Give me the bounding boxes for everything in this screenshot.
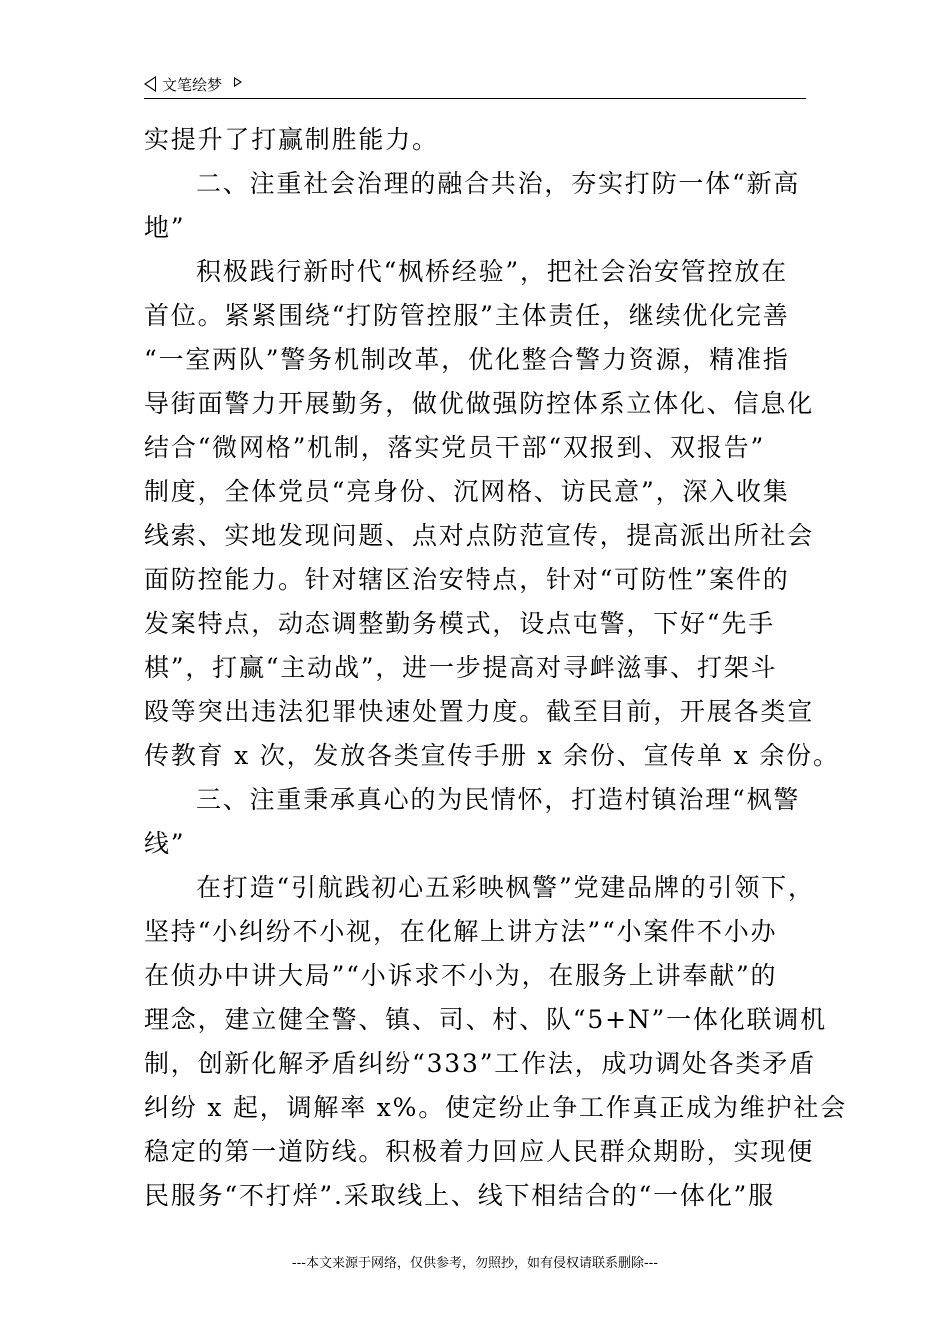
left-triangle-icon [144, 76, 156, 92]
text-line: 面防控能力。针对辖区治安特点，针对“可防性”案件的 [144, 565, 790, 594]
text-line: 线” [144, 829, 186, 858]
text-line: 导街面警力开展勤务，做优做强防控体系立体化、信息化 [144, 389, 815, 418]
text-line: 首位。紧紧围绕“打防管控服”主体责任，继续优化完善 [144, 301, 790, 330]
text-line: 制，创新化解矛盾纠纷“333”工作法，成功调处各类矛盾 [144, 1049, 816, 1078]
page-footer: ---本文来源于网络，仅供参考，勿照抄，如有侵权请联系删除--- [291, 1256, 659, 1271]
text-line: 在侦办中讲大局”“小诉求不小为，在服务上讲奉献”的 [144, 961, 778, 990]
text-line: 实提升了打赢制胜能力。 [144, 125, 439, 154]
section-heading-2: 二、注重社会治理的融合共治，夯实打防一体“新高 [196, 169, 801, 198]
header-brand: 文笔绘梦 [162, 76, 223, 94]
text-line: 棋”，打赢“主动战”，进一步提高对寻衅滋事、打架斗 [144, 653, 778, 682]
section-heading-3: 三、注重秉承真心的为民情怀，打造村镇治理“枫警 [196, 785, 801, 814]
text-line: 坚持“小纠纷不小视，在化解上讲方法”“小案件不小办 [144, 917, 778, 946]
right-triangle-icon [234, 77, 242, 87]
document-body [144, 118, 847, 1218]
text-line: 线索、实地发现问题、点对点防范宣传，提高派出所社会 [144, 521, 815, 550]
text-line: 发案特点，动态调整勤务模式，设点屯警，下好“先手 [144, 609, 775, 638]
paragraph-start: 积极践行新时代“枫桥经验”，把社会治安管控放在 [196, 257, 788, 286]
text-line: 结合“微网格”机制，落实党员干部“双报到、双报告” [144, 433, 766, 462]
text-line: “一室两队”警务机制改革，优化整合警力资源，精准指 [144, 345, 790, 374]
text-line: 民服务“不打烊”.采取线上、线下相结合的“一体化”服 [144, 1181, 775, 1210]
text-line: 传教育 x 次，发放各类宣传手册 x 余份、宣传单 x 余份。 [144, 741, 840, 770]
text-line: 殴等突出违法犯罪快速处置力度。截至目前，开展各类宣 [144, 697, 815, 726]
text-line: 理念，建立健全警、镇、司、村、队“5+N”一体化联调机 [144, 1005, 827, 1034]
paragraph-start: 在打造“引航践初心五彩映枫警”党建品牌的引领下， [196, 873, 815, 902]
text-line: 制度，全体党员“亮身份、沉网格、访民意”，深入收集 [144, 477, 790, 506]
text-line: 稳定的第一道防线。积极着力回应人民群众期盼，实现便 [144, 1137, 815, 1166]
text-line: 纠纷 x 起，调解率 x%。使定纷止争工作真正成为维护社会 [144, 1093, 847, 1122]
page-header [144, 70, 806, 99]
text-line: 地” [144, 213, 186, 242]
